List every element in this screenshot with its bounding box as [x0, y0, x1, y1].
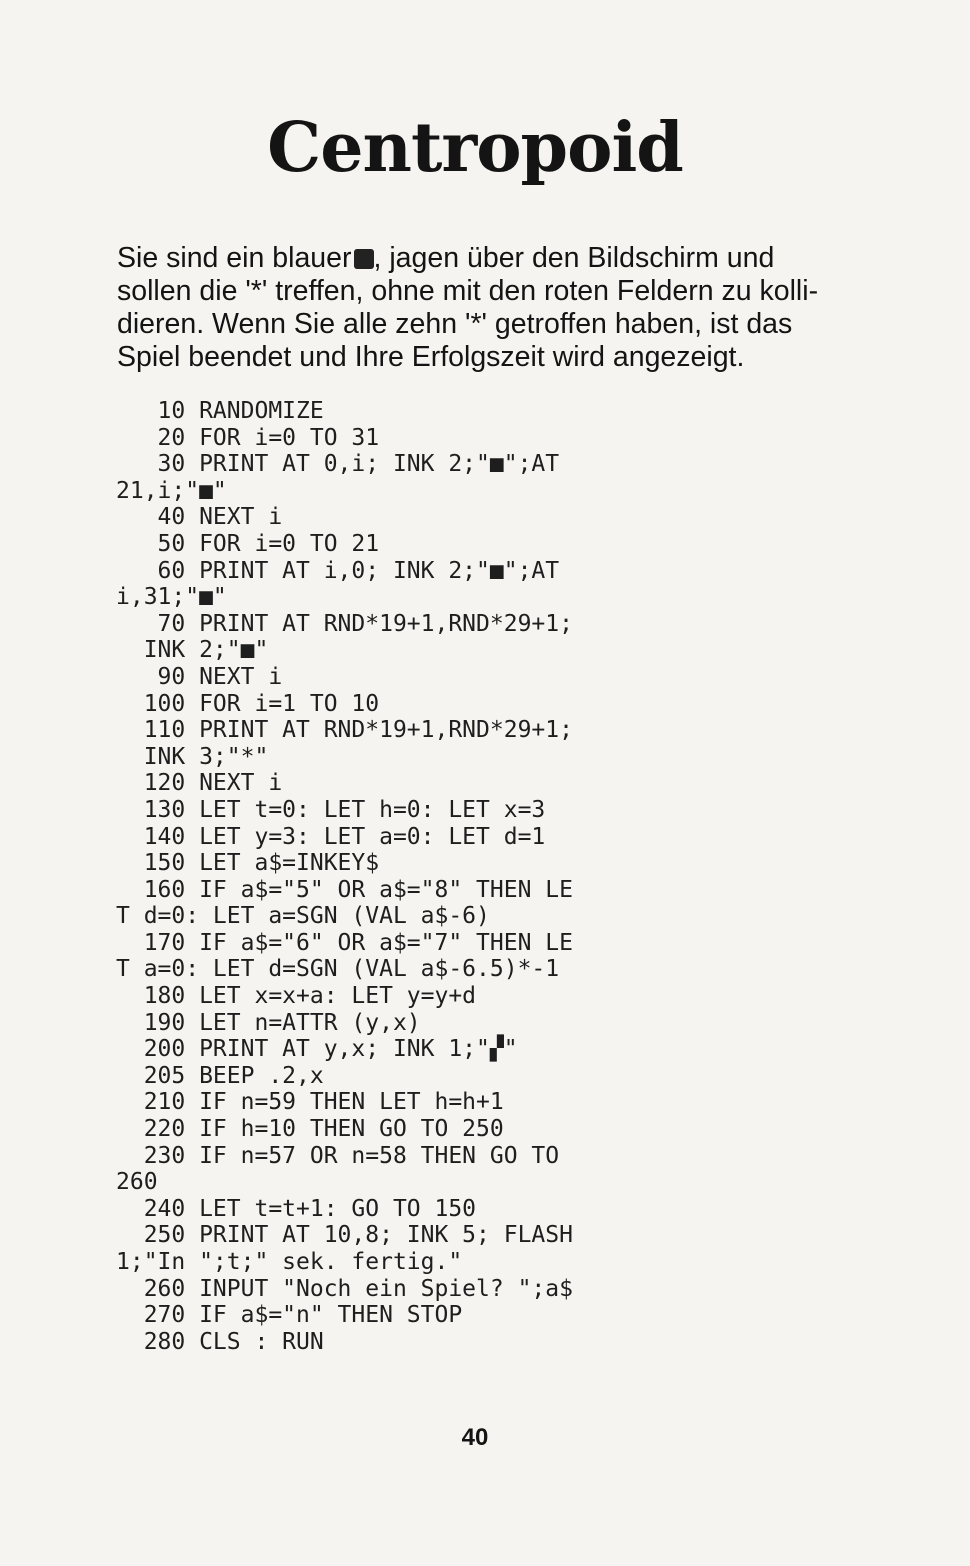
code-line: 20 FOR i=0 TO 31 — [116, 424, 380, 451]
code-line: 210 IF n=59 THEN LET h=h+1 — [116, 1089, 504, 1116]
code-line: 170 IF a$="6" OR a$="7" THEN LE — [116, 929, 573, 956]
code-line: 21,i;"■" — [116, 477, 227, 504]
code-line: 270 IF a$="n" THEN STOP — [116, 1302, 463, 1329]
code-line: 10 RANDOMIZE — [116, 398, 324, 424]
code-line: 260 INPUT "Noch ein Spiel? ";a$ — [116, 1275, 573, 1302]
code-line: 190 LET n=ATTR (y,x) — [116, 1009, 421, 1036]
code-line: 50 FOR i=0 TO 21 — [116, 530, 380, 557]
intro-line-2: sollen die '*' treffen, ohne mit den roten Feldern zu kolli- — [117, 275, 819, 307]
code-line: 1;"In ";t;" sek. fertig." — [116, 1249, 463, 1275]
code-line: 90 NEXT i — [116, 663, 283, 690]
code-line: T d=0: LET a=SGN (VAL a$-6) — [116, 903, 490, 930]
code-line: 120 NEXT i — [116, 770, 283, 797]
page-number: 40 — [461, 1424, 489, 1451]
code-line: 30 PRINT AT 0,i; INK 2;"■";AT — [116, 451, 560, 478]
code-line: 100 FOR i=1 TO 10 — [116, 690, 380, 717]
code-line: 220 IF h=10 THEN GO TO 250 — [116, 1116, 504, 1143]
code-line: INK 3;"*" — [116, 743, 269, 770]
code-line: 230 IF n=57 OR n=58 THEN GO TO — [116, 1142, 560, 1169]
page-title: Centropoid — [267, 108, 683, 188]
code-line: 40 NEXT i — [116, 504, 283, 531]
player-glyph-icon — [354, 249, 374, 269]
code-line: 200 PRINT AT y,x; INK 1;"▞" — [116, 1036, 518, 1063]
code-line: 60 PRINT AT i,0; INK 2;"■";AT — [116, 557, 560, 584]
intro-line-1-end: , jagen über den Bildschirm und — [373, 242, 775, 274]
code-line: 70 PRINT AT RND*19+1,RND*29+1; — [116, 610, 573, 637]
code-line: 260 — [116, 1169, 158, 1196]
code-line: T a=0: LET d=SGN (VAL a$-6.5)*-1 — [116, 956, 560, 983]
intro-line-1 — [117, 242, 837, 275]
code-line: 130 LET t=0: LET h=0: LET x=3 — [116, 796, 546, 823]
intro-line-3: dieren. Wenn Sie alle zehn '*' getroffen haben, ist das — [117, 308, 793, 340]
intro-paragraph — [117, 242, 837, 374]
basic-program-listing — [116, 398, 756, 1355]
code-line: 150 LET a$=INKEY$ — [116, 850, 380, 877]
code-line: 110 PRINT AT RND*19+1,RND*29+1; — [116, 717, 573, 744]
code-line: i,31;"■" — [116, 584, 227, 611]
code-line: INK 2;"■" — [116, 637, 269, 664]
intro-line-4: Spiel beendet und Ihre Erfolgszeit wird angezeigt. — [117, 341, 745, 373]
code-line: 250 PRINT AT 10,8; INK 5; FLASH — [116, 1222, 573, 1249]
code-line: 160 IF a$="5" OR a$="8" THEN LE — [116, 876, 573, 903]
code-line: 180 LET x=x+a: LET y=y+d — [116, 983, 477, 1010]
code-line: 205 BEEP .2,x — [116, 1062, 324, 1089]
code-line: 240 LET t=t+1: GO TO 150 — [116, 1195, 477, 1222]
intro-line-1-start: Sie sind ein blauer — [117, 242, 352, 274]
code-line: 140 LET y=3: LET a=0: LET d=1 — [116, 823, 546, 850]
code-line: 280 CLS : RUN — [116, 1328, 324, 1355]
